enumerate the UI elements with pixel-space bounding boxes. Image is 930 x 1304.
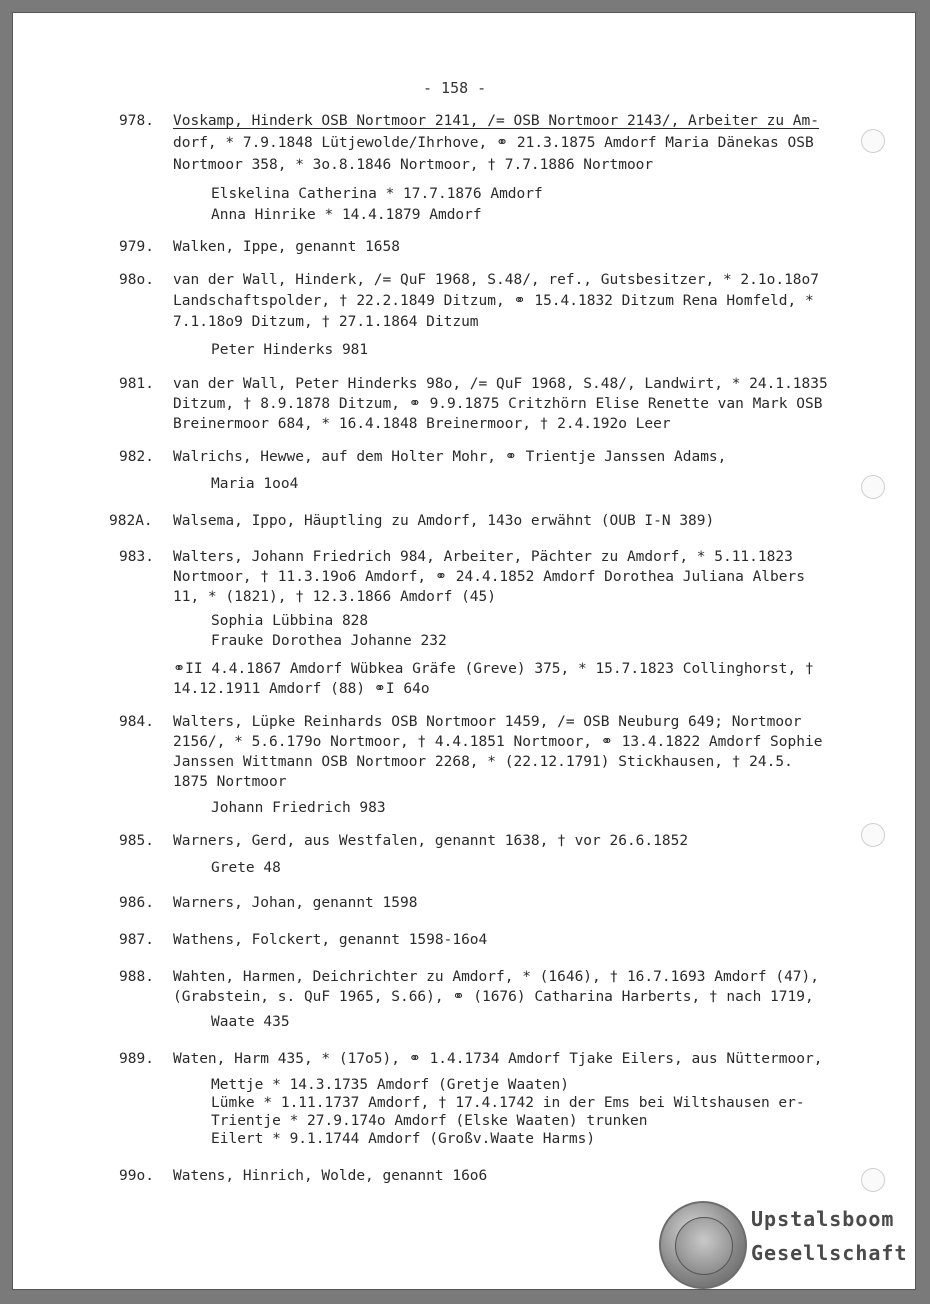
- punch-hole-icon: [861, 475, 885, 499]
- entry-line: Ditzum, † 8.9.1878 Ditzum, ⚭ 9.9.1875 Critzhörn Elise Renette van Mark OSB: [173, 396, 823, 412]
- document-page: [12, 12, 916, 1290]
- entry-line: Nortmoor 358, * 3o.8.1846 Nortmoor, † 7.7.1886 Nortmoor: [173, 157, 654, 173]
- child-entry: Maria 1oo4: [211, 476, 299, 492]
- page-number: - 158 -: [423, 79, 487, 97]
- child-entry: Trientje * 27.9.174o Amdorf (Elske Waaten) trunken: [211, 1113, 648, 1129]
- entry-line: Watens, Hinrich, Wolde, genannt 16o6: [173, 1168, 488, 1184]
- entry-line: Landschaftspolder, † 22.2.1849 Ditzum, ⚭ 15.4.1832 Ditzum Rena Homfeld, *: [173, 293, 814, 309]
- entry-line: van der Wall, Peter Hinderks 98o, /= QuF 1968, S.48/, Landwirt, * 24.1.1835: [173, 376, 828, 392]
- entry-number: 98o.: [119, 272, 154, 288]
- entry-line: Janssen Wittmann OSB Nortmoor 2268, * (22.12.1791) Stickhausen, † 24.5.: [173, 754, 793, 770]
- child-entry: Waate 435: [211, 1014, 290, 1030]
- child-entry: Johann Friedrich 983: [211, 800, 386, 816]
- entry-line: Waten, Harm 435, * (17o5), ⚭ 1.4.1734 Amdorf Tjake Eilers, aus Nüttermoor,: [173, 1051, 823, 1067]
- entry-number: 99o.: [119, 1168, 154, 1184]
- entry-number: 978.: [119, 113, 154, 129]
- entry-line: Walken, Ippe, genannt 1658: [173, 239, 400, 255]
- entry-line: 2156/, * 5.6.179o Nortmoor, † 4.4.1851 Nortmoor, ⚭ 13.4.1822 Amdorf Sophie: [173, 734, 823, 750]
- entry-number: 982.: [119, 449, 154, 465]
- child-entry: Peter Hinderks 981: [211, 342, 369, 358]
- entry-number: 988.: [119, 969, 154, 985]
- logo-line-1: Upstalsboom: [751, 1207, 895, 1231]
- entry-line: ⚭II 4.4.1867 Amdorf Wübkea Gräfe (Greve) 375, * 15.7.1823 Collinghorst, †: [173, 661, 814, 677]
- child-entry: Elskelina Catherina * 17.7.1876 Amdorf: [211, 186, 543, 202]
- entry-line: Wahten, Harmen, Deichrichter zu Amdorf, * (1646), † 16.7.1693 Amdorf (47),: [173, 969, 820, 985]
- punch-hole-icon: [861, 1168, 885, 1192]
- entry-line: Walrichs, Hewwe, auf dem Holter Mohr, ⚭ Trientje Janssen Adams,: [173, 449, 727, 465]
- entry-number: 981.: [119, 376, 154, 392]
- punch-hole-icon: [861, 823, 885, 847]
- entry-line: Warners, Johan, genannt 1598: [173, 895, 418, 911]
- entry-line: 11, * (1821), † 12.3.1866 Amdorf (45): [173, 589, 497, 605]
- entry-number: 989.: [119, 1051, 154, 1067]
- entry-number: 986.: [119, 895, 154, 911]
- entry-line: Warners, Gerd, aus Westfalen, genannt 1638, † vor 26.6.1852: [173, 833, 689, 849]
- entry-number: 987.: [119, 932, 154, 948]
- entry-line: dorf, * 7.9.1848 Lütjewolde/Ihrhove, ⚭ 21.3.1875 Amdorf Maria Dänekas OSB: [173, 135, 814, 151]
- entry-number: 982A.: [109, 513, 153, 529]
- entry-line: Breinermoor 684, * 16.4.1848 Breinermoor, † 2.4.192o Leer: [173, 416, 671, 432]
- entry-line: Walters, Johann Friedrich 984, Arbeiter, Pächter zu Amdorf, * 5.11.1823: [173, 549, 793, 565]
- entry-line: Wathens, Folckert, genannt 1598-16o4: [173, 932, 488, 948]
- seal-icon: [659, 1201, 747, 1289]
- entry-line: Walters, Lüpke Reinhards OSB Nortmoor 1459, /= OSB Neuburg 649; Nortmoor: [173, 714, 802, 730]
- child-entry: Lümke * 1.11.1737 Amdorf, † 17.4.1742 in der Ems bei Wiltshausen er-: [211, 1095, 805, 1111]
- child-entry: Sophia Lübbina 828: [211, 613, 369, 629]
- entry-line: 1875 Nortmoor: [173, 774, 287, 790]
- entry-line: Voskamp, Hinderk OSB Nortmoor 2141, /= OSB Nortmoor 2143/, Arbeiter zu Am-: [173, 113, 820, 129]
- entry-line: Walsema, Ippo, Häuptling zu Amdorf, 143o erwähnt (OUB I-N 389): [173, 513, 715, 529]
- entry-line: 7.1.18o9 Ditzum, † 27.1.1864 Ditzum: [173, 314, 479, 330]
- child-entry: Mettje * 14.3.1735 Amdorf (Gretje Waaten): [211, 1077, 569, 1093]
- entry-line: van der Wall, Hinderk, /= QuF 1968, S.48/, ref., Gutsbesitzer, * 2.1o.18o7: [173, 272, 820, 288]
- entry-line: (Grabstein, s. QuF 1965, S.66), ⚭ (1676) Catharina Harberts, † nach 1719,: [173, 989, 814, 1005]
- entry-number: 979.: [119, 239, 154, 255]
- logo-line-2: Gesellschaft: [751, 1241, 908, 1265]
- entry-line: 14.12.1911 Amdorf (88) ⚭I 64o: [173, 681, 430, 697]
- punch-hole-icon: [861, 129, 885, 153]
- entry-number: 985.: [119, 833, 154, 849]
- entry-number: 984.: [119, 714, 154, 730]
- entry-number: 983.: [119, 549, 154, 565]
- child-entry: Grete 48: [211, 860, 281, 876]
- child-entry: Eilert * 9.1.1744 Amdorf (Großv.Waate Harms): [211, 1131, 596, 1147]
- entry-line: Nortmoor, † 11.3.19o6 Amdorf, ⚭ 24.4.1852 Amdorf Dorothea Juliana Albers: [173, 569, 805, 585]
- child-entry: Anna Hinrike * 14.4.1879 Amdorf: [211, 207, 482, 223]
- child-entry: Frauke Dorothea Johanne 232: [211, 633, 447, 649]
